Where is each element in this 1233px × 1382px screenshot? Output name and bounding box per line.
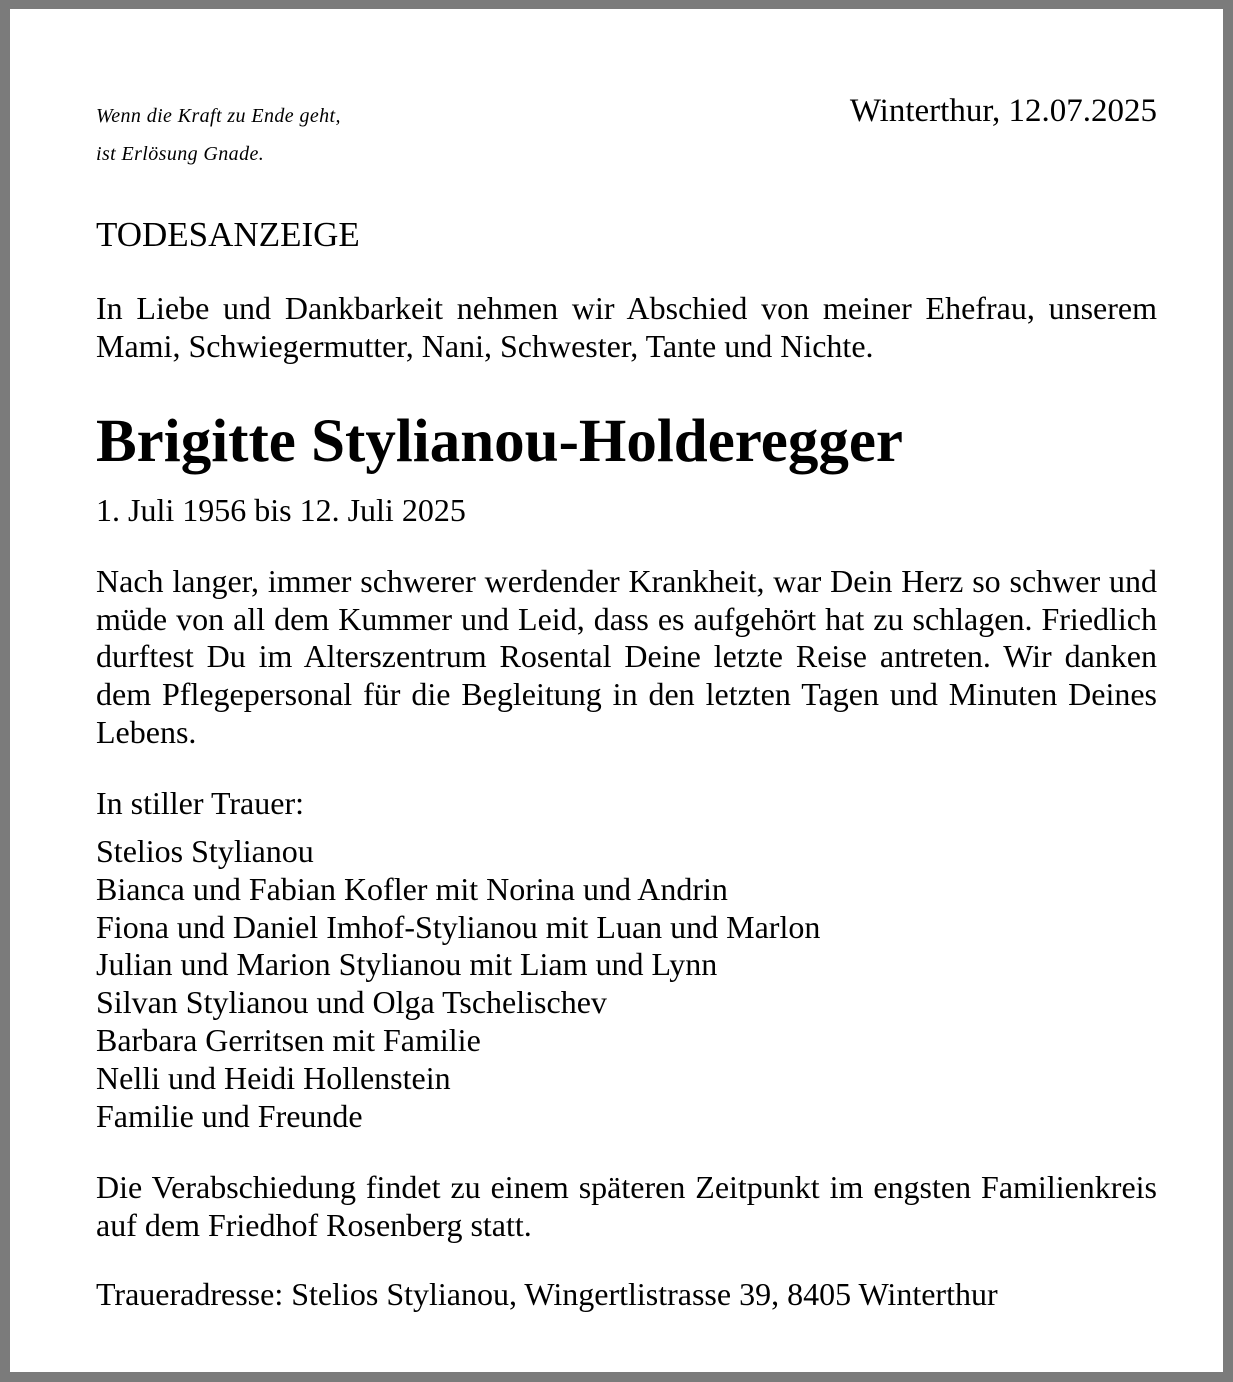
mourner-item: Julian und Marion Stylianou mit Liam und Lynn xyxy=(96,946,718,983)
motto xyxy=(96,97,341,173)
motto-line-1: Wenn die Kraft zu Ende geht, xyxy=(96,105,341,127)
mourner-item: Familie und Freunde xyxy=(96,1097,363,1134)
mourner-item: Barbara Gerritsen mit Familie xyxy=(96,1021,481,1058)
mourners-list xyxy=(96,833,820,1135)
mourner-item: Silvan Stylianou und Olga Tschelischev xyxy=(96,984,607,1021)
mourner-item: Fiona und Daniel Imhof-Stylianou mit Luan und Marlon xyxy=(96,908,821,945)
mourner-item: Bianca und Fabian Kofler mit Norina und Andrin xyxy=(96,870,728,907)
farewell-text: Die Verabschiedung findet zu einem späteren Zeitpunkt im engsten Familienkreis auf dem Friedhof Rosenberg statt. xyxy=(96,1169,1157,1243)
place-date: Winterthur, 12.07.2025 xyxy=(849,93,1157,129)
mourning-address: Traueradresse: Stelios Stylianou, Wingertlistrasse 39, 8405 Winterthur xyxy=(96,1276,998,1312)
mourner-item: Stelios Stylianou xyxy=(96,833,314,869)
life-dates: 1. Juli 1956 bis 12. Juli 2025 xyxy=(96,492,466,528)
deceased-name: Brigitte Stylianou-Holderegger xyxy=(96,408,903,475)
mourner-item: Nelli und Heidi Hollenstein xyxy=(96,1059,451,1096)
mourning-label: In stiller Trauer: xyxy=(96,785,304,821)
notice-heading: TODESANZEIGE xyxy=(96,215,360,254)
motto-line-2: ist Erlösung Gnade. xyxy=(96,143,265,165)
story-text: Nach langer, immer schwerer werdender Krankheit, war Dein Herz so schwer und müde von all dem Kummer und Leid, dass es aufgehört hat zu schlagen. Friedlich durftest Du im Alterszentrum Rosental Deine letzte Reise antreten. Wir danken dem Pflegepersonal für die Begleitung in den letzten Tagen und Minuten Deines Lebens. xyxy=(96,563,1157,750)
intro-text: In Liebe und Dankbarkeit nehmen wir Abschied von meiner Ehefrau, unserem Mami, Schwiegermutter, Nani, Schwester, Tante und Nichte. xyxy=(96,290,1157,364)
